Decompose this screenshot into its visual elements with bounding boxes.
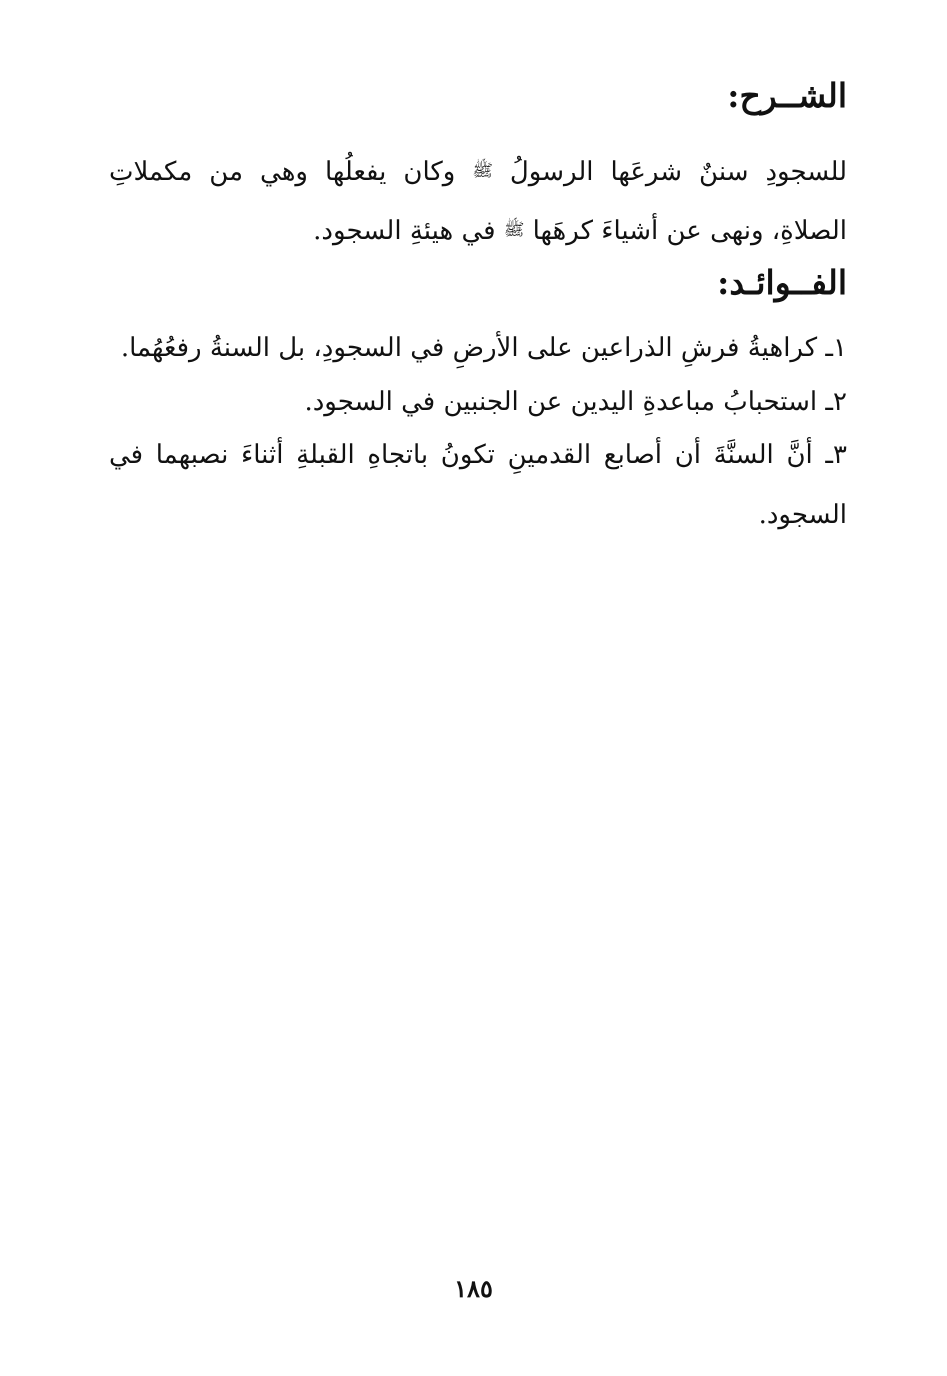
page-number: ١٨٥ — [454, 1274, 493, 1303]
salla-symbol: ﷺ — [472, 161, 493, 181]
fawaid-item-3: ٣ـ أنَّ السنَّةَ أن أصابع القدمينِ تكونُ باتجاهِ القبلةِ أثناءَ نصبهما في السجود. — [109, 440, 847, 530]
sharh-text-part-1: للسجودِ سننٌ شرعَها الرسولُ — [509, 157, 847, 187]
sharh-text-part-2: وكان يفعلُها وهي من مكملاتِ الصلاةِ، ونهى عن أشياءَ كرهَها — [109, 157, 847, 246]
fawaid-item-2: ٢ـ استحبابُ مباعدةِ اليدين عن الجنبين في السجود. — [304, 387, 847, 417]
sharh-text-part-3: في هيئةِ السجود. — [313, 216, 496, 246]
sharh-paragraph — [109, 142, 847, 260]
heading-fawaid: الفــوائـد: — [717, 263, 847, 302]
salla-symbol-2: ﷺ — [503, 220, 525, 240]
fawaid-item-1: ١ـ كراهيةُ فرشِ الذراعين على الأرضِ في السجودِ، بل السنةُ رفعُهُما. — [120, 333, 847, 363]
heading-sharh: الشــرح: — [727, 76, 847, 115]
